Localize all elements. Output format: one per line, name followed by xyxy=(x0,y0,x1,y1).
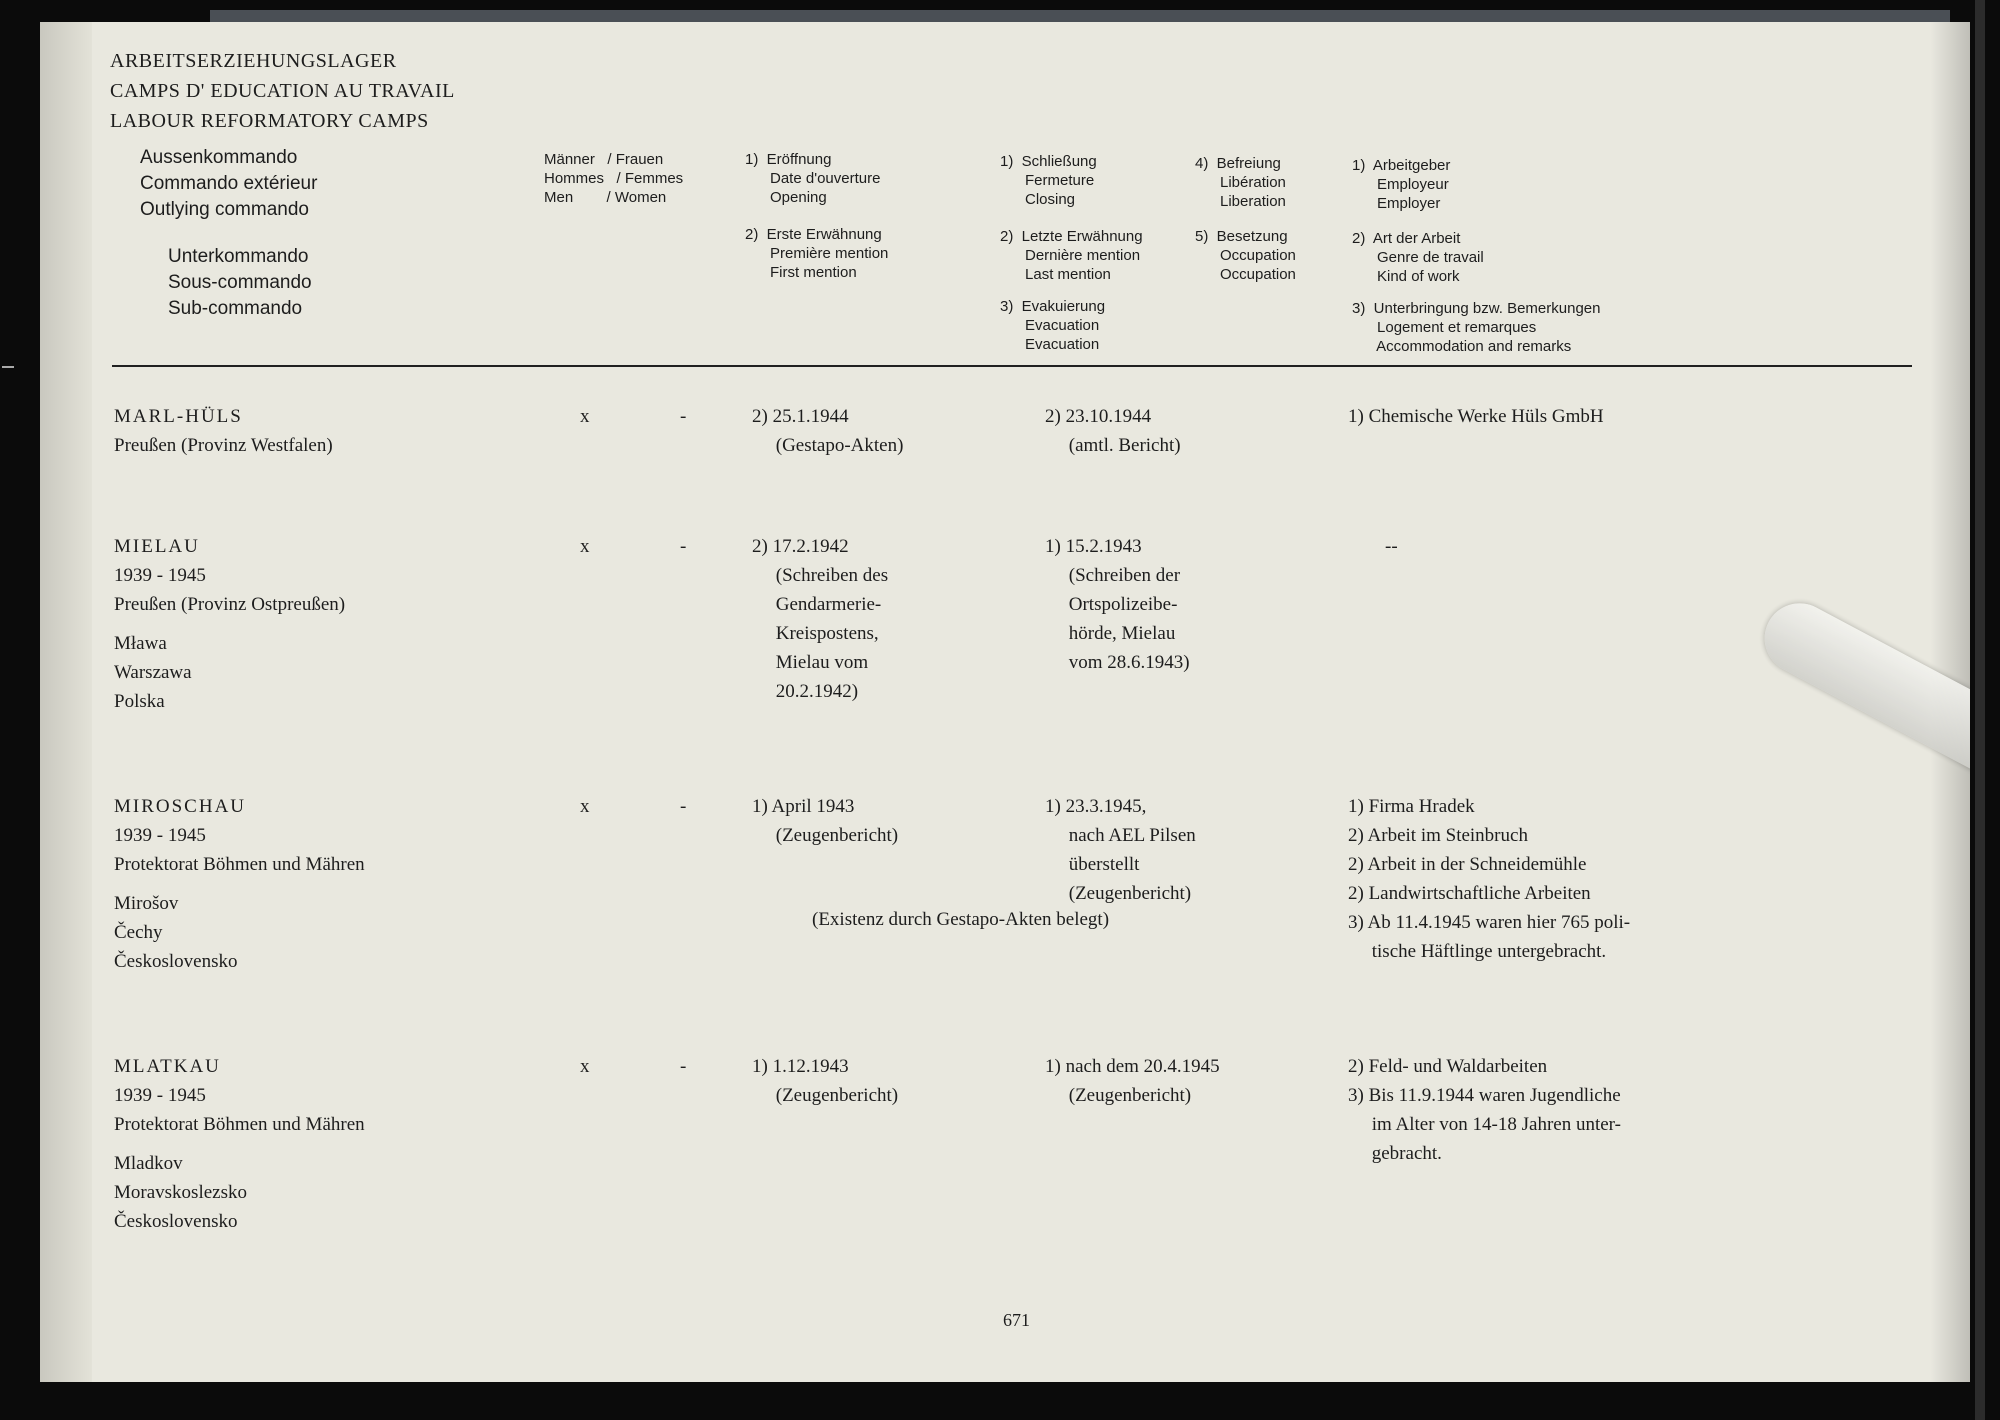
cell-line: im Alter von 14-18 Jahren unter- xyxy=(1348,1114,1621,1135)
entry-mielau xyxy=(114,532,345,716)
location-line: Polska xyxy=(114,691,165,712)
cell-line: 1) April 1943 xyxy=(752,796,855,817)
location-line: Čechy xyxy=(114,922,163,943)
cell-line: 1) 23.3.1945, xyxy=(1045,796,1147,817)
cell-line: 1) Firma Hradek xyxy=(1348,796,1475,817)
cell-line: (Schreiben der xyxy=(1045,565,1181,586)
cell-line: Mielau vom xyxy=(752,652,869,673)
cell-line: vom 28.6.1943) xyxy=(1045,652,1190,673)
heading-line: Sous-commando xyxy=(168,272,312,293)
heading-line: 2) Erste Erwähnung xyxy=(745,226,882,243)
men-mark: x xyxy=(580,1056,590,1077)
outlying-commando-heading xyxy=(140,145,317,223)
opening-cell xyxy=(752,402,903,460)
women-mark: - xyxy=(680,406,687,427)
heading-line: Première mention xyxy=(745,245,889,262)
heading-line: Occupation xyxy=(1195,266,1296,283)
cell-line: 1) Chemische Werke Hüls GmbH xyxy=(1348,406,1604,427)
heading-line: Last mention xyxy=(1000,266,1111,283)
heading-line: Sub-commando xyxy=(168,298,303,319)
heading-line: 3) Evakuierung xyxy=(1000,298,1106,315)
heading-line: Aussenkommando xyxy=(140,147,298,168)
kind-of-work-heading xyxy=(1352,229,1484,286)
cell-line: Gendarmerie- xyxy=(752,594,882,615)
camp-name: MIROSCHAU xyxy=(114,796,247,817)
title-line: ARBEITSERZIEHUNGSLAGER xyxy=(110,50,397,72)
location-line: Mława xyxy=(114,633,167,654)
location-line: Mirošov xyxy=(114,893,179,914)
heading-line: 1) Eröffnung xyxy=(745,151,832,168)
cell-line: (amtl. Bericht) xyxy=(1045,435,1181,456)
location-line: 1939 - 1945 xyxy=(114,1085,206,1106)
location-line: Preußen (Provinz Westfalen) xyxy=(114,435,333,456)
location-line: Mladkov xyxy=(114,1153,183,1174)
heading-line: Logement et remarques xyxy=(1352,319,1537,336)
accommodation-heading xyxy=(1352,299,1600,356)
heading-line: Outlying commando xyxy=(140,199,309,220)
location-line: Protektorat Böhmen und Mähren xyxy=(114,1114,365,1135)
camp-name: MIELAU xyxy=(114,536,200,557)
cell-line: 3) Bis 11.9.1944 waren Jugendliche xyxy=(1348,1085,1621,1106)
title-line: LABOUR REFORMATORY CAMPS xyxy=(110,110,429,132)
heading-line: Occupation xyxy=(1195,247,1296,264)
cell-line: 2) Landwirtschaftliche Arbeiten xyxy=(1348,883,1591,904)
location-line: Warszawa xyxy=(114,662,192,683)
cell-line: 2) Arbeit in der Schneidemühle xyxy=(1348,854,1587,875)
page-number: 671 xyxy=(1003,1310,1030,1330)
remarks-cell xyxy=(1348,1052,1621,1168)
cell-line: Kreispostens, xyxy=(752,623,879,644)
existence-note: (Existenz durch Gestapo-Akten belegt) xyxy=(812,909,1110,930)
scanner-edge xyxy=(1975,0,1985,1420)
page-gutter xyxy=(40,22,92,1382)
remarks-cell xyxy=(1348,402,1604,431)
heading-line: Kind of work xyxy=(1352,268,1460,285)
liberation-heading xyxy=(1195,154,1286,211)
cell-line: (Zeugenbericht) xyxy=(1045,1085,1192,1106)
heading-line: Employer xyxy=(1352,195,1441,212)
men-mark: x xyxy=(580,796,590,817)
cell-line: hörde, Mielau xyxy=(1045,623,1176,644)
closing-cell xyxy=(1045,1052,1220,1110)
heading-line: Evacuation xyxy=(1000,336,1100,353)
employer-heading xyxy=(1352,156,1450,213)
women-mark: - xyxy=(680,1056,687,1077)
men-mark: x xyxy=(580,536,590,557)
cell-line: 2) Arbeit im Steinbruch xyxy=(1348,825,1528,846)
camp-name: MARL-HÜLS xyxy=(114,406,243,427)
heading-line: Evacuation xyxy=(1000,317,1100,334)
heading-line: 3) Unterbringung bzw. Bemerkungen xyxy=(1352,300,1601,317)
spacer xyxy=(114,879,365,889)
remarks-cell xyxy=(1348,792,1630,966)
heading-line: Fermeture xyxy=(1000,172,1095,189)
heading-line: Commando extérieur xyxy=(140,173,318,194)
cell-line: -- xyxy=(1385,536,1398,557)
cell-line: 2) Feld- und Waldarbeiten xyxy=(1348,1056,1548,1077)
entry-mlatkau xyxy=(114,1052,365,1236)
heading-line: Dernière mention xyxy=(1000,247,1141,264)
heading-line: 2) Letzte Erwähnung xyxy=(1000,228,1143,245)
heading-line: 5) Besetzung xyxy=(1195,228,1288,245)
opening-cell xyxy=(752,532,888,706)
cell-line: (Zeugenbericht) xyxy=(1045,883,1192,904)
cell-line: (Zeugenbericht) xyxy=(752,1085,899,1106)
heading-line: Men / Women xyxy=(544,189,667,206)
sub-commando-heading xyxy=(168,244,312,322)
location-line: 1939 - 1945 xyxy=(114,825,206,846)
women-mark: - xyxy=(680,796,687,817)
heading-line: Date d'ouverture xyxy=(745,170,881,187)
location-line: Československo xyxy=(114,1211,238,1232)
opening-cell xyxy=(752,1052,898,1110)
cell-line: nach AEL Pilsen xyxy=(1045,825,1196,846)
cell-line: 1) 15.2.1943 xyxy=(1045,536,1142,557)
book-page xyxy=(40,22,1970,1382)
location-line: Československo xyxy=(114,951,238,972)
heading-line: Accommodation and remarks xyxy=(1352,338,1572,355)
opening-column-heading xyxy=(745,150,880,207)
closing-cell xyxy=(1045,402,1181,460)
cell-line: 2) 17.2.1942 xyxy=(752,536,849,557)
last-mention-heading xyxy=(1000,227,1143,284)
heading-line: Liberation xyxy=(1195,193,1286,210)
cell-line: (Schreiben des xyxy=(752,565,889,586)
gender-column-heading xyxy=(544,150,683,207)
heading-line: 1) Arbeitgeber xyxy=(1352,157,1451,174)
heading-line: Unterkommando xyxy=(168,246,309,267)
cell-line: 3) Ab 11.4.1945 waren hier 765 poli- xyxy=(1348,912,1631,933)
cell-line: 1) 1.12.1943 xyxy=(752,1056,849,1077)
heading-line: 4) Befreiung xyxy=(1195,155,1281,172)
evacuation-heading xyxy=(1000,297,1105,354)
heading-line: First mention xyxy=(745,264,857,281)
men-mark: x xyxy=(580,406,590,427)
spacer xyxy=(114,619,345,629)
cell-line: 20.2.1942) xyxy=(752,681,859,702)
heading-line: Genre de travail xyxy=(1352,249,1484,266)
location-line: Moravskoslezsko xyxy=(114,1182,247,1203)
title-line: CAMPS D' EDUCATION AU TRAVAIL xyxy=(110,80,455,102)
closing-column-heading xyxy=(1000,152,1097,209)
camp-name: MLATKAU xyxy=(114,1056,221,1077)
location-line: Protektorat Böhmen und Mähren xyxy=(114,854,365,875)
heading-line: 2) Art der Arbeit xyxy=(1352,230,1461,247)
spacer xyxy=(114,1139,365,1149)
occupation-heading xyxy=(1195,227,1296,284)
cell-line: 1) nach dem 20.4.1945 xyxy=(1045,1056,1220,1077)
opening-cell xyxy=(752,792,898,850)
first-mention-heading xyxy=(745,225,888,282)
heading-line: Closing xyxy=(1000,191,1076,208)
cell-line: tische Häftlinge untergebracht. xyxy=(1348,941,1607,962)
heading-line: 1) Schließung xyxy=(1000,153,1097,170)
header-rule xyxy=(112,365,1912,367)
entry-marl-huels xyxy=(114,402,333,460)
cell-line: 2) 25.1.1944 xyxy=(752,406,849,427)
cell-line: gebracht. xyxy=(1348,1143,1442,1164)
page-title-block xyxy=(110,46,455,136)
heading-line: Opening xyxy=(745,189,827,206)
heading-line: Hommes / Femmes xyxy=(544,170,684,187)
heading-line: Libération xyxy=(1195,174,1286,191)
cell-line: überstellt xyxy=(1045,854,1140,875)
cell-line: (Gestapo-Akten) xyxy=(752,435,904,456)
closing-cell xyxy=(1045,792,1196,908)
cell-line: Ortspolizeibe- xyxy=(1045,594,1178,615)
heading-line: Männer / Frauen xyxy=(544,151,664,168)
location-line: Preußen (Provinz Ostpreußen) xyxy=(114,594,346,615)
entry-miroschau xyxy=(114,792,365,976)
location-line: 1939 - 1945 xyxy=(114,565,206,586)
heading-line: Employeur xyxy=(1352,176,1449,193)
margin-tick xyxy=(2,366,14,368)
women-mark: - xyxy=(680,536,687,557)
cell-line: (Zeugenbericht) xyxy=(752,825,899,846)
remarks-cell xyxy=(1385,532,1398,561)
closing-cell xyxy=(1045,532,1190,677)
cell-line: 2) 23.10.1944 xyxy=(1045,406,1152,427)
